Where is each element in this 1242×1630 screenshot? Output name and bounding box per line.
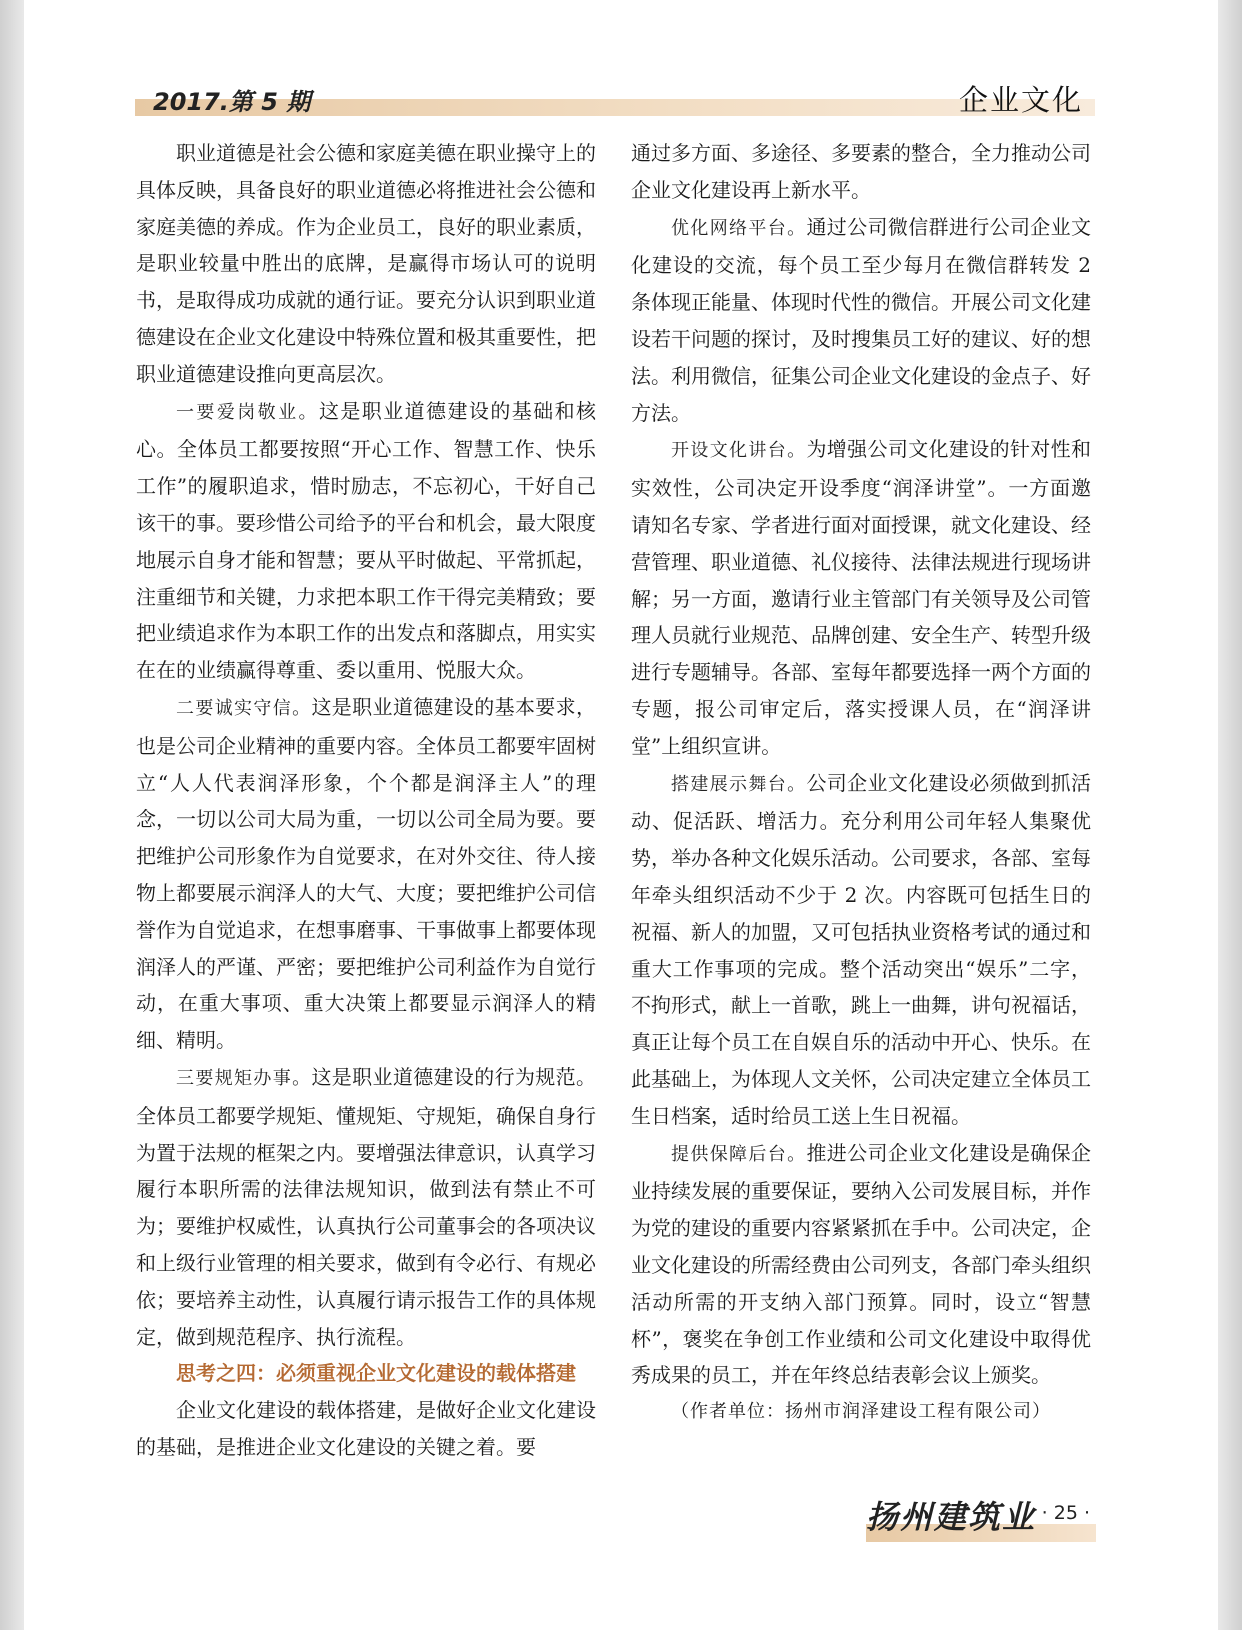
paragraph-body: 为增强公司文化建设的针对性和实效性，公司决定开设季度“润泽讲堂”。一方面邀请知名专家、学者进行面对面授课，就文化建设、经营管理、职业道德、礼仪接待、法律法规进行现场讲解；另一方面，邀请行业主管部门有关领导及公司管理人员就行业规范、品牌创建、安全生产、转型升级进行专题辅导。各部、室每年都要选择一两个方面的专题，报公司审定后，落实授课人员，在“润泽讲堂”上组织宣讲。 (631, 437, 1092, 758)
page-header (135, 78, 1095, 116)
paragraph (631, 1135, 1091, 1395)
page-number: · 25 · (1041, 1502, 1090, 1524)
paragraph-body: 通过公司微信群进行公司企业文化建设的交流，每个员工至少每月在微信群转发 2 条体现正能量、体现时代性的微信。开展公司文化建设若干问题的探讨，及时搜集员工好的建议、好的想法。利用微信，征集公司企业文化建设的金点子、好方法。 (631, 214, 1092, 425)
paragraph-body: 这是职业道德建设的基本要求，也是公司企业精神的重要内容。全体员工都要牢固树立“人人代表润泽形象，个个都是润泽主人”的理念，一切以公司大局为重，一切以公司全局为要。要把维护公司形象作为自觉要求，在对外交往、待人接物上都要展示润泽人的大气、大度；要把维护公司信誉作为自觉追求，在想事磨事、干事做事上都要体现润泽人的严谨、严密；要把维护公司利益作为自觉行动，在重大事项、重大决策上都要显示润泽人的精细、精明。 (136, 694, 597, 1053)
paragraph-body: 公司企业文化建设必须做到抓活动、促活跃、增活力。充分利用公司年轻人集聚优势，举办各种文化娱乐活动。公司要求，各部、室每年牵头组织活动不少于 2 次。内容既可包括生日的祝福、新人的加盟，又可包括执业资格考试的通过和重大工作事项的完成。整个活动突出“娱乐”二字，不拘形式，献上一首歌，跳上一曲舞，讲句祝福话，真正让每个员工在自娱自乐的活动中开心、快乐。在此基础上，为体现人文关怀，公司决定建立全体员工生日档案，适时给员工送上生日祝福。 (631, 770, 1092, 1128)
paragraph: 通过多方面、多途径、多要素的整合，全力推动公司企业文化建设再上新水平。 (631, 141, 1091, 202)
section-title: 企业文化 (958, 83, 1083, 117)
issue-label: 2017.第 5 期 (153, 88, 311, 116)
paragraph-lead: 一要爱岗敬业。 (176, 401, 319, 423)
paragraph: 企业文化建设的载体搭建，是做好企业文化建设的基础，是推进企业文化建设的关键之着。要 (136, 1398, 596, 1459)
right-column (631, 135, 1091, 1431)
paragraph-lead: 三要规矩办事。 (176, 1067, 312, 1089)
paragraph-lead: 提供保障后台。 (671, 1143, 807, 1165)
page-footer (866, 1486, 1096, 1542)
author-affiliation: （作者单位：扬州市润泽建设工程有限公司） (671, 1401, 1051, 1423)
paragraph (631, 431, 1091, 764)
paragraph-lead: 搭建展示舞台。 (671, 773, 807, 795)
section-subheading: 思考之四：必须重视企业文化建设的载体搭建 (176, 1361, 576, 1386)
paragraph-lead: 开设文化讲台。 (671, 440, 807, 462)
magazine-logo: 扬州建筑业 (866, 1498, 1037, 1536)
paragraph (136, 393, 596, 689)
paragraph (631, 765, 1091, 1135)
paragraph-lead: 二要诚实守信。 (176, 697, 312, 719)
left-column (136, 135, 596, 1466)
paragraph (136, 689, 596, 1059)
paragraph-body: 这是职业道德建设的基础和核心。全体员工都要按照“开心工作、智慧工作、快乐工作”的履职追求，惜时励志，不忘初心，干好自己该干的事。要珍惜公司给予的平台和机会，最大限度地展示自身才能和智慧；要从平时做起、平常抓起，注重细节和关键，力求把本职工作干得完美精致；要把业绩追求作为本职工作的出发点和落脚点，用实实在在的业绩赢得尊重、委以重用、悦服大众。 (136, 398, 597, 683)
paragraph (136, 1059, 596, 1355)
paragraph-lead: 优化网络平台。 (671, 217, 807, 239)
page-edge-right (1218, 0, 1242, 1630)
paragraph (631, 209, 1091, 432)
paragraph: 职业道德是社会公德和家庭美德在职业操守上的具体反映，具备良好的职业道德必将推进社会公德和家庭美德的养成。作为企业员工，良好的职业素质，是职业较量中胜出的底牌，是赢得市场认可的说明书，是取得成功成就的通行证。要充分认识到职业道德建设在企业文化建设中特殊位置和极其重要性，把职业道德建设推向更高层次。 (136, 141, 596, 386)
paragraph-body: 推进公司企业文化建设是确保企业持续发展的重要保证，要纳入公司发展目标，并作为党的建设的重要内容紧紧抓在手中。公司决定，企业文化建设的所需经费由公司列支，各部门牵头组织活动所需的开支纳入部门预算。同时，设立“智慧杯”，褒奖在争创工作业绩和公司文化建设中取得优秀成果的员工，并在年终总结表彰会议上颁奖。 (631, 1140, 1092, 1388)
page-edge-left (0, 0, 24, 1630)
paragraph-body: 这是职业道德建设的行为规范。全体员工都要学规矩、懂规矩、守规矩，确保自身行为置于法规的框架之内。要增强法律意识，认真学习履行本职所需的法律法规知识，做到法有禁止不可为；要维护权威性，认真执行公司董事会的各项决议和上级行业管理的相关要求，做到有令必行、有规必依；要培养主动性，认真履行请示报告工作的具体规定，做到规范程序、执行流程。 (136, 1064, 597, 1349)
